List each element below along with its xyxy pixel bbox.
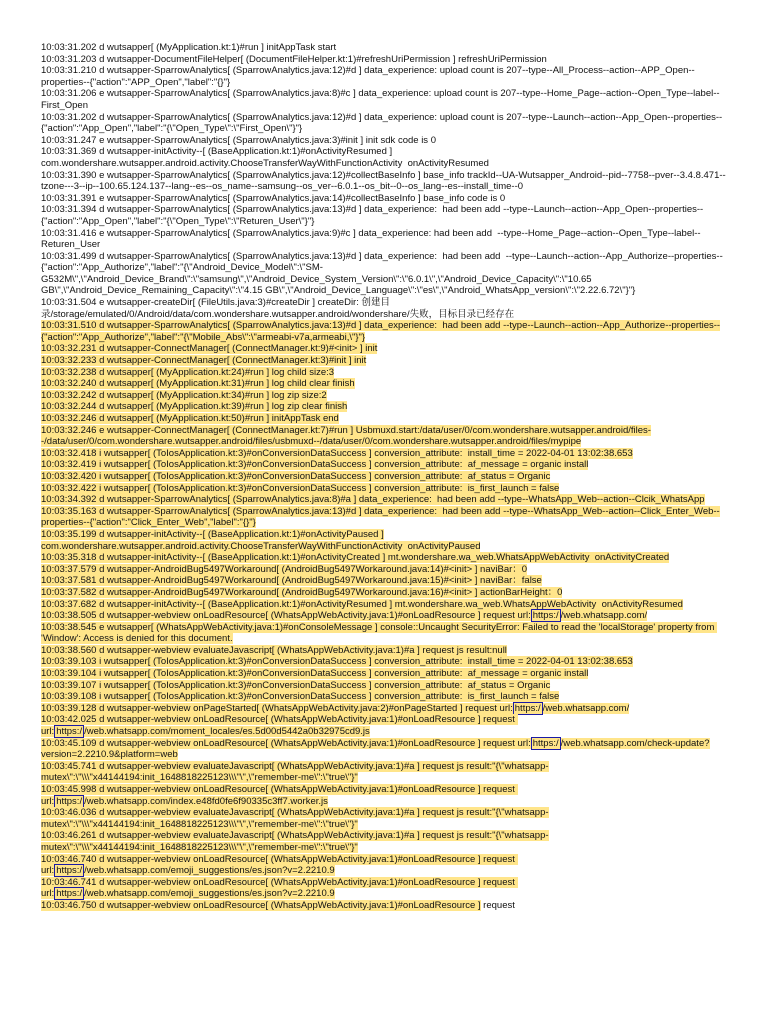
log-text: 10:03:37.682 d wutsapper-initActivity--[ (BaseApplication.kt:1)#onActivityResumed ] mt.wondershare.wa_web.WhatsAppWebActivity onActivityResumed [41,598,683,610]
log-line [41,483,731,495]
log-text: 10:03:42.025 d wutsapper-webview onLoadResource[ (WhatsAppWebActivity.java:1)#onLoadResource ] request url: [41,714,518,738]
log-line [41,459,731,471]
log-text: 10:03:32.420 i wutsapper[ (ToIosApplication.kt:3)#onConversionDataSuccess ] conversion_attribute: af_status = Organic [41,470,551,482]
log-line [41,529,731,552]
log-text: 10:03:31.202 d wutsapper-SparrowAnalytics[ (SparrowAnalytics.java:12)#d ] data_experience: upload count is 207--type--Launch--action--App_Open--properties--{"action":"App_Open","label":"{\"Open_Type\":\"First_Open\"}"} [41,111,723,135]
log-text: /web.whatsapp.com/index.e48fd0fe6f90335c3ff7.worker.js [84,795,328,807]
log-text: /web.whatsapp.com/ [542,702,630,714]
log-line [41,668,731,680]
log-text: 10:03:31.504 e wutsapper-createDir[ (FileUtils.java:3)#createDir ] createDir: 创建目录/storage/emulated/0/Android/data/com.wondershare.wutsapper.android/wondershare/失败，目标目录已经存在 [41,297,515,320]
log-text: 10:03:31.202 d wutsapper[ (MyApplication.kt:1)#run ] initAppTask start [41,42,337,53]
log-line [41,680,731,692]
log-line [41,506,731,529]
log-line [41,146,731,169]
log-line [41,703,731,715]
log-text: 10:03:32.246 e wutsapper-ConnectManager[ (ConnectManager.kt:7)#run ] Usbmuxd.start:/data/user/0/com.wondershare.wutsapper.android/files--/data/user/0/com.wondershare.wutsapper.android/files/usbmuxd--/data/user/0/com.wondershare.wutsapper.android/files/mypipe [41,424,651,448]
log-text: 10:03:31.206 e wutsapper-SparrowAnalytics[ (SparrowAnalytics.java:8)#c ] data_experience: upload count is 207--type--Home_Page--action--Open_Type--label--First_Open [41,88,720,111]
log-text: 10:03:31.391 e wutsapper-SparrowAnalytics[ (SparrowAnalytics.java:14)#collectBaseInfo ] base_info code is 0 [41,192,506,204]
log-line [41,390,731,402]
log-line [41,564,731,576]
log-line [41,378,731,390]
log-line [41,471,731,483]
log-text: 10:03:46.036 d wutsapper-webview evaluateJavascript[ (WhatsAppWebActivity.java:1)#a ] request js result:"{\"whatsapp-mutex\":\"\\\"x44144194:init_1648818225123\\\"\",\"remember-me\":\"true\"}" [41,807,549,830]
log-text: 10:03:31.499 d wutsapper-SparrowAnalytics[ (SparrowAnalytics.java:13)#d ] data_experience: had been add --type--Launch--action--App_Authorize--properties--{"action":"App_Authorize","label":"{\"Android_Device_Model\":\"SM-G532M\",\"Android_Device_Brand\":\"samsung\",\"Android_Device_System_Version\":\"6.0.1\",\"Android_Device_Capacity\":\"10.65 GB\",\"Android_Device_Remaining_Capacity\":\"4.15 GB\",\"Android_Device_Language\":\"es\",\"Android_WhatsApp_version\":\"2.22.6.72\"}"} [41,250,723,297]
log-text: 10:03:32.422 i wutsapper[ (ToIosApplication.kt:3)#onConversionDataSuccess ] conversion_attribute: is_first_launch = false [41,482,560,494]
url-link[interactable]: https:/ [514,702,541,714]
log-line [41,714,731,737]
log-text: 10:03:34.392 d wutsapper-SparrowAnalytics[ (SparrowAnalytics.java:8)#a ] data_experience: had been add --type--WhatsApp_Web--action--Clcik_WhatsApp [41,494,705,506]
log-line [41,42,731,54]
log-line [41,355,731,367]
log-line [41,297,731,320]
url-link[interactable]: https:/ [56,795,83,807]
log-text: 10:03:37.581 d wutsapper-AndroidBug5497Workaround[ (AndroidBug5497Workaround.java:15)#<init> ] naviBar：false [41,575,542,587]
log-text: 10:03:35.163 d wutsapper-SparrowAnalytics[ (SparrowAnalytics.java:13)#d ] data_experience: had been add --type--WhatsApp_Web--action--Click_Enter_Web--properties--{"action":"Click_Enter_Web","label":"{}"} [41,505,720,529]
log-text: 10:03:31.203 d wutsapper-DocumentFileHelper[ (DocumentFileHelper.kt:1)#refreshUriPermission ] refreshUriPermission [41,53,547,65]
url-link[interactable]: https:/ [532,610,559,622]
log-text: request [480,899,515,911]
log-line [41,112,731,135]
log-line [41,320,731,343]
log-line [41,170,731,193]
log-text: 10:03:37.579 d wutsapper-AndroidBug5497Workaround[ (AndroidBug5497Workaround.java:14)#<init> ] naviBar：0 [41,563,528,575]
log-text: 10:03:45.109 d wutsapper-webview onLoadResource[ (WhatsAppWebActivity.java:1)#onLoadResource ] request url: [41,737,531,749]
log-text: 10:03:31.416 e wutsapper-SparrowAnalytics[ (SparrowAnalytics.java:9)#c ] data_experience: had been add --type--Home_Page--action--Open_Type--label--Returen_User [41,227,701,251]
log-text: 10:03:31.390 e wutsapper-SparrowAnalytics[ (SparrowAnalytics.java:12)#collectBaseInfo ] base_info trackId--UA-Wutsapper_Android--pid--7758--pver--3.4.8.471--tzone---3--ip--100.65.124.137--lang--es--os_name--samsung--os_ver--6.0.1--os_bit--0--os_lang--es--install_time--0 [41,169,726,193]
url-link[interactable]: https:/ [56,726,83,738]
url-link[interactable]: https:/ [532,737,559,749]
log-line [41,656,731,668]
log-text: 10:03:32.240 d wutsapper[ (MyApplication.kt:31)#run ] log child clear finish [41,378,355,390]
log-text: 10:03:39.104 i wutsapper[ (ToIosApplication.kt:3)#onConversionDataSuccess ] conversion_attribute: af_message = organic install [41,668,589,680]
log-line [41,494,731,506]
log-text: /web.whatsapp.com/check-update?version=2.2210.9&platform=web [41,737,710,761]
log-line [41,575,731,587]
log-line [41,367,731,379]
log-line [41,413,731,425]
log-text: 10:03:31.510 d wutsapper-SparrowAnalytics[ (SparrowAnalytics.java:13)#d ] data_experience: had been add --type--Launch--action--App_Authorize--properties--{"action":"App_Authorize","label":"{\"Mobile_Abs\":\"armeabi-v7a,armeabi,\"}"} [41,320,721,343]
log-line [41,610,731,622]
log-text: /web.whatsapp.com/emoji_suggestions/es.json?v=2.2210.9 [84,865,335,877]
log-line [41,900,731,912]
log-text: /web.whatsapp.com/moment_locales/es.5d00d5442a0b32975cd9.js [84,726,370,738]
log-line [41,599,731,611]
log-text: 10:03:31.247 e wutsapper-SparrowAnalytics[ (SparrowAnalytics.java:3)#init ] init sdk code is 0 [41,134,436,146]
log-line [41,877,731,900]
log-text: 10:03:38.545 e wutsapper[ (WhatsAppWebActivity.java:1)#onConsoleMessage ] console::Uncaught SecurityError: Failed to read the 'localStorage' property from 'Window': Access is denied for this document. [41,621,718,645]
log-line [41,622,731,645]
log-text: 10:03:46.750 d wutsapper-webview onLoadResource[ (WhatsAppWebActivity.java:1)#onLoadResource ] [41,899,481,911]
log-text: 10:03:32.242 d wutsapper[ (MyApplication.kt:34)#run ] log zip size:2 [41,389,327,401]
log-line [41,401,731,413]
log-text: 10:03:45.741 d wutsapper-webview evaluateJavascript[ (WhatsAppWebActivity.java:1)#a ] request js result:"{\"whatsapp-mutex\":\"\\\"x44144194:init_1648818225123\\\"\",\"remember-me\":\"true\"}" [41,760,549,784]
log-text: /web.whatsapp.com/ [560,610,648,622]
log-text: 10:03:32.231 d wutsapper-ConnectManager[ (ConnectManager.kt:9)#<init> ] init [41,343,378,355]
url-link[interactable]: https:/ [56,865,83,877]
log-line [41,738,731,761]
log-line [41,691,731,703]
log-line [41,425,731,448]
log-line [41,204,731,227]
log-text: 10:03:31.394 d wutsapper-SparrowAnalytics[ (SparrowAnalytics.java:13)#d ] data_experience: had been add --type--Launch--action--App_Open--properties--{"action":"App_Open","label":"{\"Open_Type\":\"Returen_User\"}"} [41,204,704,227]
url-link[interactable]: https:/ [56,888,83,900]
log-text: 10:03:32.419 i wutsapper[ (ToIosApplication.kt:3)#onConversionDataSuccess ] conversion_attribute: af_message = organic install [41,459,589,471]
log-document [41,42,731,912]
log-line [41,251,731,297]
log-text: 10:03:39.128 d wutsapper-webview onPageStarted[ (WhatsAppWebActivity.java:2)#onPageStarted ] request url: [41,702,513,714]
log-line [41,193,731,205]
log-line [41,761,731,784]
log-line [41,65,731,88]
log-text: 10:03:32.238 d wutsapper[ (MyApplication.kt:24)#run ] log child size:3 [41,366,335,378]
log-text: 10:03:32.233 d wutsapper-ConnectManager[ (ConnectManager.kt:3)#init ] init [41,355,367,367]
log-line [41,784,731,807]
log-text: 10:03:32.246 d wutsapper[ (MyApplication.kt:50)#run ] initAppTask end [41,413,339,424]
log-line [41,228,731,251]
log-text: 10:03:39.103 i wutsapper[ (ToIosApplication.kt:3)#onConversionDataSuccess ] conversion_attribute: install_time = 2022-04-01 13:02:38.653 [41,656,633,668]
log-line [41,830,731,853]
log-line [41,587,731,599]
log-line [41,645,731,657]
log-text: 10:03:39.107 i wutsapper[ (ToIosApplication.kt:3)#onConversionDataSuccess ] conversion_attribute: af_status = Organic [41,679,551,691]
log-text: 10:03:31.210 d wutsapper-SparrowAnalytics[ (SparrowAnalytics.java:12)#d ] data_experience: upload count is 207--type--All_Process--action--APP_Open--properties--{"action":"APP_Open","label":"{}"} [41,65,695,88]
log-line [41,135,731,147]
log-line [41,854,731,877]
log-line [41,552,731,564]
log-line [41,448,731,460]
log-text: 10:03:46.261 d wutsapper-webview evaluateJavascript[ (WhatsAppWebActivity.java:1)#a ] request js result:"{\"whatsapp-mutex\":\"\\\"x44144194:init_1648818225123\\\"\",\"remember-me\":\"true\"}" [41,830,549,853]
log-text: /web.whatsapp.com/emoji_suggestions/es.json?v=2.2210.9 [84,888,335,900]
log-text: 10:03:38.560 d wutsapper-webview evaluateJavascript[ (WhatsAppWebActivity.java:1)#a ] request js result:null [41,644,507,656]
log-text: 10:03:39.108 i wutsapper[ (ToIosApplication.kt:3)#onConversionDataSuccess ] conversion_attribute: is_first_launch = false [41,691,560,703]
log-text: 10:03:45.998 d wutsapper-webview onLoadResource[ (WhatsAppWebActivity.java:1)#onLoadResource ] request url: [41,784,518,807]
log-line [41,88,731,111]
log-text: 10:03:31.369 d wutsapper-initActivity--[ (BaseApplication.kt:1)#onActivityResumed ] com.wondershare.wutsapper.android.activity.ChooseTransferWayWithFunctionActivity onActivityResumed [41,146,489,169]
log-text: 10:03:38.505 d wutsapper-webview onLoadResource[ (WhatsAppWebActivity.java:1)#onLoadResource ] request url: [41,610,531,622]
log-text: 10:03:37.582 d wutsapper-AndroidBug5497Workaround[ (AndroidBug5497Workaround.java:16)#<init> ] actionBarHeight：0 [41,586,563,598]
log-text: 10:03:35.318 d wutsapper-initActivity--[ (BaseApplication.kt:1)#onActivityCreated ] mt.wondershare.wa_web.WhatsAppWebActivity onActivityCreated [41,552,670,564]
log-line [41,343,731,355]
log-text: 10:03:35.199 d wutsapper-initActivity--[ (BaseApplication.kt:1)#onActivityPaused ] com.wondershare.wutsapper.android.activity.ChooseTransferWayWithFunctionActivity onActivityPaused [41,528,481,552]
log-text: 10:03:32.418 i wutsapper[ (ToIosApplication.kt:3)#onConversionDataSuccess ] conversion_attribute: install_time = 2022-04-01 13:02:38.653 [41,447,633,459]
log-line [41,807,731,830]
log-text: 10:03:46.741 d wutsapper-webview onLoadResource[ (WhatsAppWebActivity.java:1)#onLoadResource ] request url: [41,876,518,900]
log-text: 10:03:46.740 d wutsapper-webview onLoadResource[ (WhatsAppWebActivity.java:1)#onLoadResource ] request url: [41,853,518,877]
log-text: 10:03:32.244 d wutsapper[ (MyApplication.kt:39)#run ] log zip clear finish [41,401,348,413]
log-line [41,54,731,66]
